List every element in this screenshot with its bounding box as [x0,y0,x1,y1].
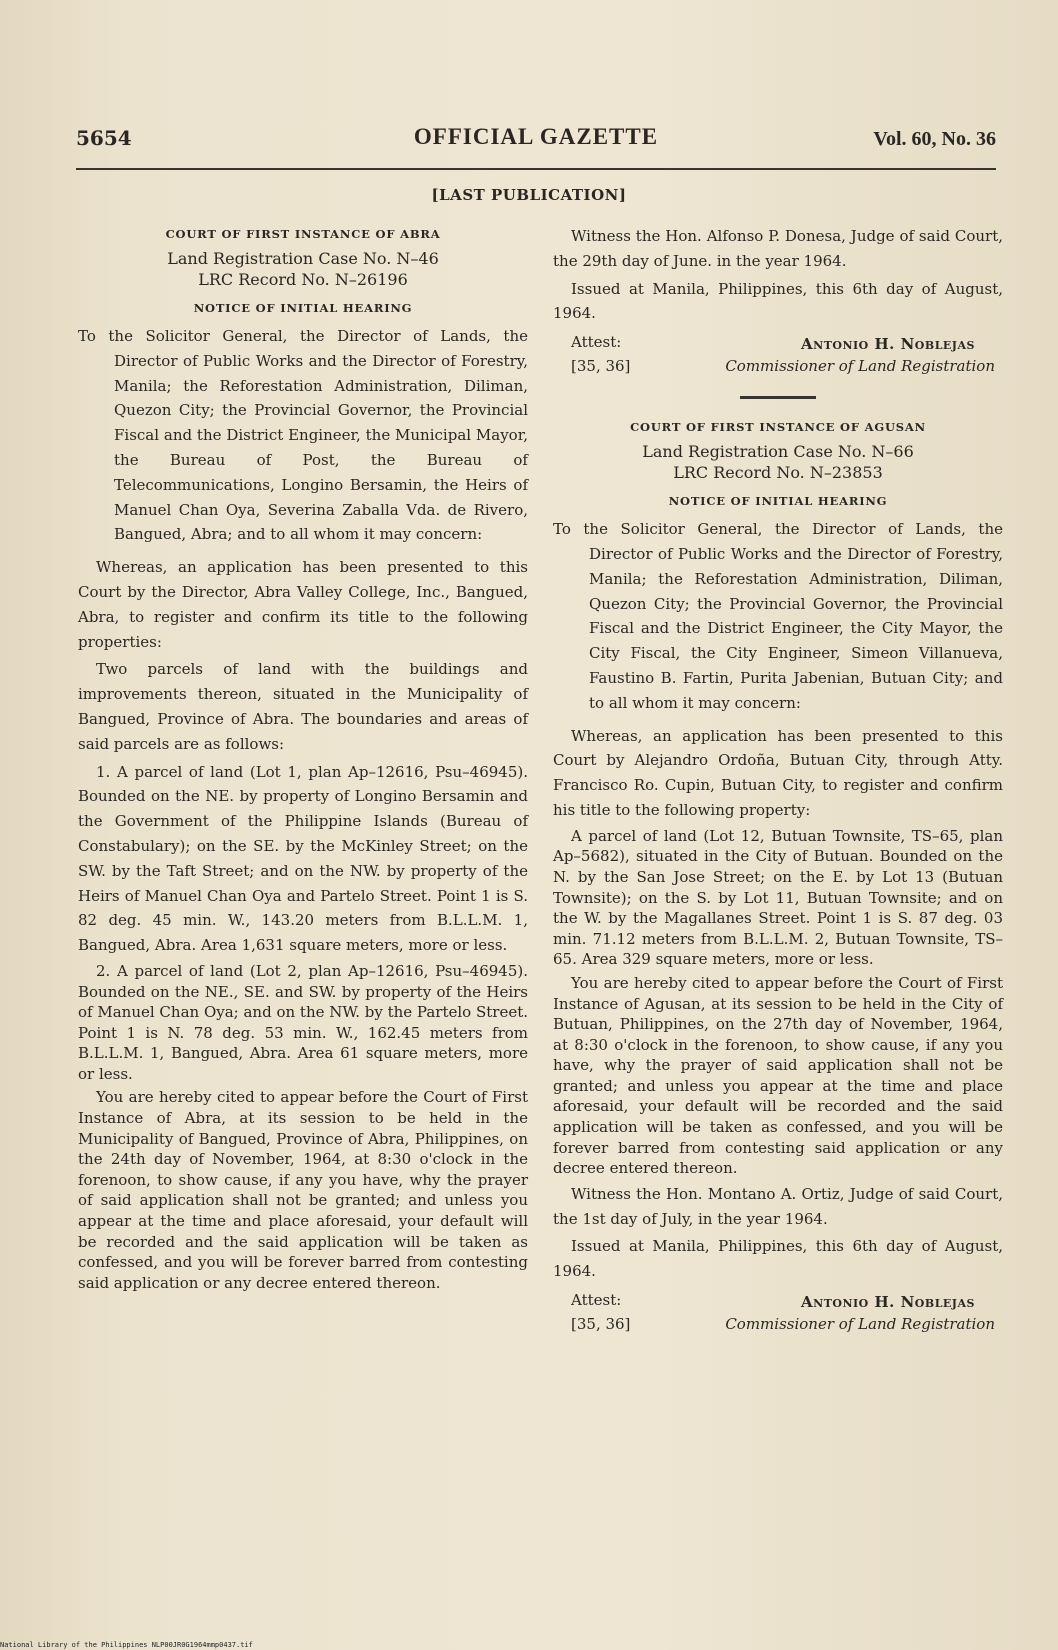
issue-reference: [35, 36] [571,1315,631,1334]
notice-title: NOTICE OF INITIAL HEARING [193,301,413,315]
signatory-name: Antonio H. Noblejas [801,1293,975,1312]
signatory-title: Commissioner of Land Registration [725,1315,995,1334]
addressees-paragraph: To the Solicitor General, the Director of Lands, the Director of Public Works and the Director of Forestry, Manila; the Reforestation Administration, Diliman, Quezon City; the Provincial Governor, the Provincial Fiscal and the District Engineer, the City Mayor, the City Fiscal, the City Engineer, Simeon Villanueva, Faustino B. Fartin, Purita Jabenian, Butuan City; and to all whom it may concern: [553,520,1003,712]
issued-paragraph: Issued at Manila, Philippines, this 6th day of August, 1964. [553,279,1003,323]
case-number: Land Registration Case No. N–66 [642,442,914,462]
signatory-name: Antonio H. Noblejas [801,335,975,354]
attest-label: Attest: [571,1291,622,1310]
court-name: COURT OF FIRST INSTANCE OF AGUSAN [630,420,926,435]
last-publication-note: [LAST PUBLICATION] [431,186,627,204]
page-header [76,120,996,164]
page-number: 5654 [76,126,132,150]
issue-reference: [35, 36] [571,357,631,376]
whereas-paragraph: Whereas, an application has been presented to this Court by the Director, Abra Valley College, Inc., Bangued, Abra, to register and confirm its title to the following properties: [78,558,528,651]
parcel-1-paragraph: 1. A parcel of land (Lot 1, plan Ap–12616, Psu–46945). Bounded on the NE. by property of Longino Bersamin and the Government of the Philippine Islands (Bureau of Constabulary); on the SE. by the McKinley Street; on the SW. by the Taft Street; and on the NW. by property of the Heirs of Manuel Chan Oya and Partelo Street. Point 1 is S. 82 deg. 45 min. W., 143.20 meters from B.L.L.M. 1, Bangued, Abra. Area 1,631 square meters, more or less. [78,762,528,955]
parcel-2-paragraph: 2. A parcel of land (Lot 2, plan Ap–12616, Psu–46945). Bounded on the NE., SE. and SW. by property of the Heirs of Manuel Chan Oya; and on the NW. by the Partelo Street. Point 1 is N. 78 deg. 53 min. W., 162.45 meters from B.L.L.M. 1, Bangued, Abra. Area 61 square meters, more or less. [78,961,528,1083]
notice-separator [740,396,816,399]
witness-paragraph: Witness the Hon. Alfonso P. Donesa, Judge of said Court, the 29th day of June. in the year 1964. [553,227,1003,270]
citation-paragraph: You are hereby cited to appear before the Court of First Instance of Abra, at its session to be held in the Municipality of Bangued, Province of Abra, Philippines, on the 24th day of November, 1964, at 8:30 o'clock in the forenoon, to show cause, if any you have, why the prayer of said application shall not be granted; and unless you appear at the time and place aforesaid, your default will be recorded and the said application will be taken as confessed, and you will be forever barred from contesting said application or any decree entered thereon. [78,1088,528,1292]
parcel-paragraph: A parcel of land (Lot 12, Butuan Townsite, TS–65, plan Ap–5682), situated in the City of Butuan. Bounded on the N. by the San Jose Street; on the E. by Lot 13 (Butuan Townsite); on the S. by Lot 11, Butuan Townsite; and on the W. by the Magallanes Street. Point 1 is S. 87 deg. 03 min. 71.12 meters from B.L.L.M. 2, Butuan Townsite, TS–65. Area 329 square meters, more or less. [553,826,1003,969]
volume-number: Vol. 60, No. 36 [873,128,996,150]
parcels-intro-paragraph: Two parcels of land with the buildings and improvements thereon, situated in the Municipality of Bangued, Province of Abra. The boundaries and areas of said parcels are as follows: [78,660,528,753]
header-rule [76,168,996,170]
record-number: LRC Record No. N–23853 [673,463,883,483]
right-column [553,224,1003,1336]
case-number: Land Registration Case No. N–46 [167,249,439,268]
scan-footer: National Library of the Philippines NLP00JR0G1964mmp0437.tif [0,1641,253,1649]
issued-paragraph: Issued at Manila, Philippines, this 6th day of August, 1964. [553,1237,1003,1281]
attestation-block [553,330,1003,378]
left-column [78,224,528,1296]
signatory-title: Commissioner of Land Registration [725,357,995,376]
attestation-block [553,1288,1003,1336]
whereas-paragraph: Whereas, an application has been presented to this Court by Alejandro Ordoña, Butuan City, through Atty. Francisco Ro. Cupin, Butuan City, to register and confirm his title to the following property: [553,726,1003,819]
addressees-paragraph: To the Solicitor General, the Director of Lands, the Director of Public Works and the Director of Forestry, Manila; the Reforestation Administration, Diliman, Quezon City; the Provincial Governor, the Provincial Fiscal and the District Engineer, the Municipal Mayor, the Bureau of Post, the Bureau of Telecommunications, Longino Bersamin, the Heirs of Manuel Chan Oya, Severina Zaballa Vda. de Rivero, Bangued, Abra; and to all whom it may concern: [78,327,528,544]
notice-title: NOTICE OF INITIAL HEARING [668,494,888,509]
witness-paragraph: Witness the Hon. Montano A. Ortiz, Judge of said Court, the 1st day of July, in the year 1964. [553,1184,1003,1228]
attest-label: Attest: [571,333,622,352]
publication-title: OFFICIAL GAZETTE [413,124,659,149]
record-number: LRC Record No. N–26196 [198,270,408,289]
citation-paragraph: You are hereby cited to appear before the Court of First Instance of Agusan, at its session to be held in the City of Butuan, Philippines, on the 27th day of November, 1964, at 8:30 o'clock in the forenoon, to show cause, if any you have, why the prayer of said application shall not be granted; and unless you appear at the time and place aforesaid, your default will be recorded and the said application will be taken as confessed, and you will be forever barred from contesting said application or any decree entered thereon. [553,973,1003,1178]
court-name: COURT OF FIRST INSTANCE OF ABRA [165,227,441,241]
